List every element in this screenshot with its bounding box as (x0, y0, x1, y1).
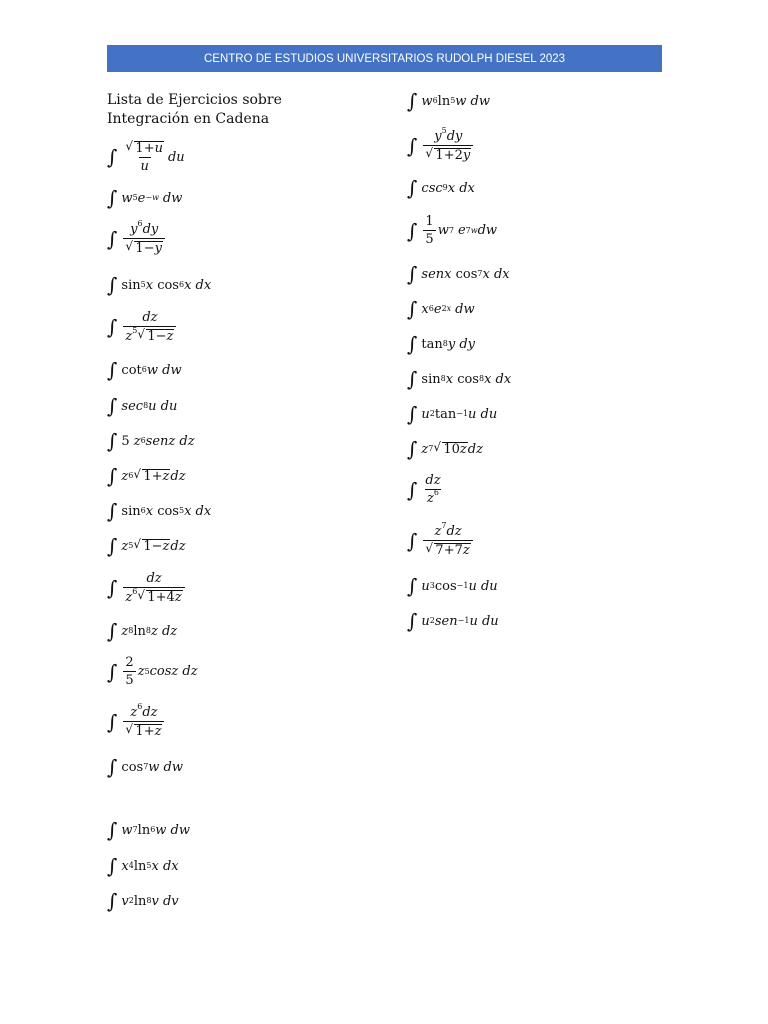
integral-sign: ∫ (107, 534, 118, 558)
fraction: $\frac{1}{5}$ (425, 214, 434, 247)
integral-sign: ∫ (107, 755, 118, 779)
integral-sign: ∫ (107, 315, 118, 339)
integral-sign: ∫ (407, 402, 418, 426)
exercise-item (107, 572, 187, 604)
integral-sign: ∫ (407, 529, 418, 553)
exercise-item (407, 474, 445, 505)
integral-sign: ∫ (407, 262, 418, 286)
exercise-item (407, 521, 475, 558)
fraction: $\frac{2}{5}$ (125, 655, 134, 688)
fraction: $\frac{dz}{z^6√ 1+4z}$ (123, 572, 184, 604)
exercise-item: ∫ cos 7 w dw (107, 755, 184, 779)
exercise-item: ∫ z 7 √ 10z dz (407, 439, 483, 459)
exercise-item: ∫ sin 6 x cos 5 x dx (107, 499, 212, 523)
exercise-item: ∫ u 3 cos −1 u du (407, 574, 498, 598)
integral-sign: ∫ (407, 574, 418, 598)
exercise-item: ∫ cot 6 w dw (107, 358, 182, 382)
exercise-item: ∫ $\frac{1}{5}$ w 7 e 7w dw (407, 214, 498, 247)
integral-sign: ∫ (107, 394, 118, 418)
fraction: $\frac{dz}{z^5√ 1-z}$ (123, 311, 176, 343)
exercise-item: ∫ x 4 ln 5 x dx (107, 854, 179, 878)
fraction: $y^5dy$ √ 1+2y (423, 130, 473, 162)
exercise-item: ∫ z 6 √ 1+z dz (107, 466, 186, 486)
exercise-item: ∫ z 5 √ 1−z dz (107, 536, 186, 556)
integral-sign: ∫ (107, 818, 118, 842)
exercise-item: ∫ x 6 e 2x dw (407, 297, 475, 321)
integral-sign: ∫ (407, 437, 418, 461)
exercise-item: ∫ sin 5 x cos 6 x dx (107, 273, 212, 297)
integral-sign: ∫ (107, 576, 118, 600)
integral-sign: ∫ (407, 89, 418, 113)
integral-sign: ∫ (107, 145, 118, 169)
exercise-item: ∫ $\frac{2}{5}$ z 5 cosz dz (107, 655, 198, 688)
exercise-item: ∫ sin 8 x cos 8 x dx (407, 367, 512, 391)
integral-sign: ∫ (407, 332, 418, 356)
integral-sign: ∫ (407, 218, 418, 243)
fraction: $\frac{dz}{z^6}$ (425, 473, 441, 506)
exercise-item (107, 311, 178, 343)
exercise-item: ∫ √ $\frac{1+u}{u}$ du (107, 141, 185, 173)
exercise-item: ∫ w 7 ln 6 w dw (107, 818, 190, 842)
integral-sign: ∫ (107, 854, 118, 878)
exercise-item: ∫ w 5 e −w dw (107, 186, 183, 210)
integral-sign: ∫ (107, 227, 118, 251)
integral-sign: ∫ (107, 358, 118, 382)
exercise-item: ∫ v 2 ln 8 v dv (107, 889, 179, 913)
exercise-item: ∫ w 6 ln 5 w dw (407, 89, 490, 113)
exercise-item: ∫ u 2 sen −1 u du (407, 609, 499, 633)
integral-sign: ∫ (407, 609, 418, 633)
integral-sign: ∫ (107, 619, 118, 643)
integral-sign: ∫ (407, 176, 418, 200)
fraction: $z^7dz$ √ 7+7z (423, 525, 472, 557)
integral-sign: ∫ (107, 464, 118, 488)
fraction: √ $\frac{1+u}{u}$ (123, 141, 166, 173)
exercise-item: ∫ u 2 tan −1 u du (407, 402, 498, 426)
integral-sign: ∫ (407, 477, 418, 502)
exercise-item: ∫ sec 8 u du (107, 394, 178, 418)
exercise-item (107, 702, 166, 739)
integral-sign: ∫ (107, 273, 118, 297)
fraction: $z^6dz$ √ 1+z (123, 706, 164, 738)
integral-sign: ∫ (107, 429, 118, 453)
exercise-item (107, 219, 167, 256)
header-banner: CENTRO DE ESTUDIOS UNIVERSITARIOS RUDOLPH DIESEL 2023 (107, 45, 662, 72)
exercise-item: ∫ z 8 ln 8 z dz (107, 619, 178, 643)
page-title: Lista de Ejercicios sobre Integración en Cadena (107, 92, 282, 127)
exercise-item: ∫ tan 8 y dy (407, 332, 476, 356)
integral-sign: ∫ (407, 297, 418, 321)
integral-sign: ∫ (107, 889, 118, 913)
integral-sign: ∫ (107, 659, 118, 684)
integral-sign: ∫ (407, 134, 418, 158)
integral-sign: ∫ (107, 710, 118, 734)
exercise-item: ∫ csc 9 x dx (407, 176, 475, 200)
integral-sign: ∫ (107, 186, 118, 210)
integral-sign: ∫ (407, 367, 418, 391)
fraction: $y^6dy$ √ 1−y (123, 223, 165, 255)
exercise-item (407, 126, 475, 163)
exercise-item: ∫ 5 z 6 senz dz (107, 429, 195, 453)
integral-sign: ∫ (107, 499, 118, 523)
exercise-item: ∫ senx cos 7 x dx (407, 262, 510, 286)
